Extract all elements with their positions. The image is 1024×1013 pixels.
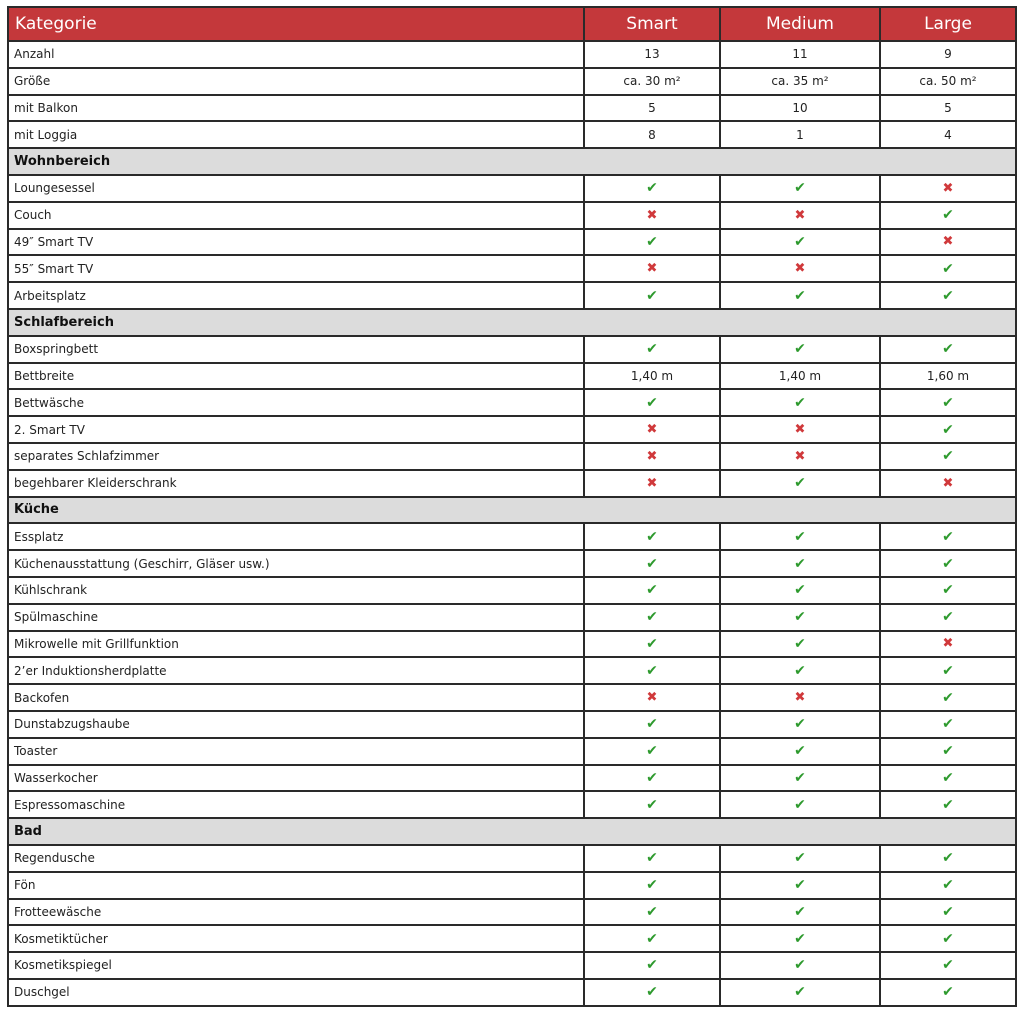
check-icon: ✔ (794, 984, 806, 1001)
row-label: separates Schlafzimmer (8, 443, 584, 470)
table-row (8, 68, 1016, 95)
value-cell: ca. 35 m² (720, 68, 880, 95)
cross-icon: ✖ (646, 261, 658, 277)
check-cell (584, 389, 720, 416)
table-row (8, 389, 1016, 416)
check-cell (880, 979, 1016, 1006)
check-cell (880, 657, 1016, 684)
row-label: 49″ Smart TV (8, 229, 584, 256)
row-label: 55″ Smart TV (8, 255, 584, 282)
check-icon: ✔ (942, 957, 954, 974)
row-label: 2. Smart TV (8, 416, 584, 443)
check-cell (584, 711, 720, 738)
cross-cell (880, 175, 1016, 202)
row-label: Duschgel (8, 979, 584, 1006)
check-icon: ✔ (794, 796, 806, 813)
cross-cell (880, 631, 1016, 658)
check-cell (880, 925, 1016, 952)
row-label: begehbarer Kleiderschrank (8, 470, 584, 497)
table-row (8, 523, 1016, 550)
value-cell: 1,40 m (584, 363, 720, 390)
header-smart: Smart (584, 7, 720, 41)
check-cell (880, 416, 1016, 443)
check-cell (720, 282, 880, 309)
check-cell (880, 845, 1016, 872)
row-label: Mikrowelle mit Grillfunktion (8, 631, 584, 658)
check-cell (880, 577, 1016, 604)
check-cell (720, 872, 880, 899)
check-icon: ✔ (646, 662, 658, 679)
cross-icon: ✖ (942, 475, 954, 491)
check-cell (584, 738, 720, 765)
row-label: Toaster (8, 738, 584, 765)
check-cell (584, 925, 720, 952)
check-icon: ✔ (794, 233, 806, 250)
cross-icon: ✖ (646, 690, 658, 706)
value-cell: 13 (584, 41, 720, 68)
check-cell (720, 979, 880, 1006)
check-cell (584, 175, 720, 202)
cross-icon: ✖ (942, 180, 954, 196)
check-cell (584, 229, 720, 256)
row-label: Espressomaschine (8, 791, 584, 818)
check-icon: ✔ (794, 609, 806, 626)
cross-icon: ✖ (942, 234, 954, 250)
value-cell: 9 (880, 41, 1016, 68)
header-row (8, 7, 1016, 41)
table-row (8, 577, 1016, 604)
section-title: Küche (8, 497, 1016, 524)
table-row (8, 41, 1016, 68)
cross-icon: ✖ (646, 448, 658, 464)
section-title: Bad (8, 818, 1016, 845)
cross-icon: ✖ (942, 636, 954, 652)
table-row (8, 336, 1016, 363)
check-cell (880, 791, 1016, 818)
check-icon: ✔ (942, 260, 954, 277)
check-icon: ✔ (942, 394, 954, 411)
cross-cell (584, 470, 720, 497)
section-title: Schlafbereich (8, 309, 1016, 336)
check-cell (584, 550, 720, 577)
check-icon: ✔ (942, 903, 954, 920)
header-medium: Medium (720, 7, 880, 41)
check-cell (720, 550, 880, 577)
header-large: Large (880, 7, 1016, 41)
check-icon: ✔ (794, 475, 806, 492)
row-label: Kosmetikspiegel (8, 952, 584, 979)
check-cell (880, 443, 1016, 470)
check-cell (720, 523, 880, 550)
table-row (8, 899, 1016, 926)
cross-cell (584, 255, 720, 282)
check-icon: ✔ (646, 555, 658, 572)
cross-cell (720, 416, 880, 443)
cross-icon: ✖ (794, 690, 806, 706)
check-icon: ✔ (646, 287, 658, 304)
row-label: Fön (8, 872, 584, 899)
row-label: Küchenausstattung (Geschirr, Gläser usw.) (8, 550, 584, 577)
check-cell (720, 604, 880, 631)
check-cell (584, 523, 720, 550)
check-cell (880, 765, 1016, 792)
value-cell: 4 (880, 121, 1016, 148)
row-label: Frotteewäsche (8, 899, 584, 926)
row-label: mit Loggia (8, 121, 584, 148)
section-row (8, 309, 1016, 336)
value-cell: ca. 30 m² (584, 68, 720, 95)
check-icon: ✔ (646, 957, 658, 974)
check-icon: ✔ (794, 394, 806, 411)
check-cell (584, 282, 720, 309)
check-icon: ✔ (794, 555, 806, 572)
row-label: Backofen (8, 684, 584, 711)
check-cell (880, 604, 1016, 631)
row-label: Größe (8, 68, 584, 95)
table-row (8, 95, 1016, 122)
check-icon: ✔ (794, 635, 806, 652)
check-icon: ✔ (646, 635, 658, 652)
value-cell: ca. 50 m² (880, 68, 1016, 95)
cross-icon: ✖ (794, 448, 806, 464)
row-label: Couch (8, 202, 584, 229)
check-icon: ✔ (794, 180, 806, 197)
check-cell (584, 765, 720, 792)
check-icon: ✔ (794, 528, 806, 545)
check-icon: ✔ (646, 716, 658, 733)
row-label: Loungesessel (8, 175, 584, 202)
check-icon: ✔ (942, 743, 954, 760)
check-icon: ✔ (942, 207, 954, 224)
cross-icon: ✖ (794, 207, 806, 223)
check-icon: ✔ (942, 582, 954, 599)
table-row (8, 255, 1016, 282)
check-cell (880, 523, 1016, 550)
check-cell (584, 604, 720, 631)
row-label: mit Balkon (8, 95, 584, 122)
table-row (8, 845, 1016, 872)
check-cell (584, 657, 720, 684)
table-row (8, 765, 1016, 792)
cross-cell (720, 443, 880, 470)
cross-cell (880, 229, 1016, 256)
check-cell (584, 899, 720, 926)
table-row (8, 175, 1016, 202)
check-icon: ✔ (794, 930, 806, 947)
check-icon: ✔ (794, 287, 806, 304)
table-row (8, 282, 1016, 309)
check-icon: ✔ (942, 984, 954, 1001)
check-icon: ✔ (646, 930, 658, 947)
check-cell (720, 175, 880, 202)
check-icon: ✔ (942, 448, 954, 465)
table-row (8, 657, 1016, 684)
check-icon: ✔ (646, 609, 658, 626)
table-row (8, 631, 1016, 658)
value-cell: 5 (584, 95, 720, 122)
cross-icon: ✖ (646, 475, 658, 491)
row-label: Anzahl (8, 41, 584, 68)
check-icon: ✔ (942, 528, 954, 545)
row-label: Dunstabzugshaube (8, 711, 584, 738)
check-icon: ✔ (942, 341, 954, 358)
check-cell (720, 738, 880, 765)
check-cell (720, 765, 880, 792)
cross-cell (720, 255, 880, 282)
value-cell: 11 (720, 41, 880, 68)
header-kategorie: Kategorie (8, 7, 584, 41)
row-label: Kühlschrank (8, 577, 584, 604)
cross-cell (880, 470, 1016, 497)
table-row (8, 925, 1016, 952)
check-cell (720, 925, 880, 952)
check-icon: ✔ (942, 662, 954, 679)
table-row (8, 550, 1016, 577)
check-icon: ✔ (794, 743, 806, 760)
check-icon: ✔ (646, 850, 658, 867)
check-icon: ✔ (942, 716, 954, 733)
check-icon: ✔ (646, 984, 658, 1001)
cross-icon: ✖ (794, 422, 806, 438)
check-cell (880, 684, 1016, 711)
check-icon: ✔ (646, 528, 658, 545)
cross-cell (584, 416, 720, 443)
check-icon: ✔ (646, 769, 658, 786)
check-cell (720, 791, 880, 818)
row-label: 2’er Induktionsherdplatte (8, 657, 584, 684)
cross-icon: ✖ (646, 422, 658, 438)
cross-cell (584, 684, 720, 711)
cross-cell (720, 202, 880, 229)
table-row (8, 416, 1016, 443)
value-cell: 1,60 m (880, 363, 1016, 390)
check-icon: ✔ (646, 903, 658, 920)
check-icon: ✔ (646, 341, 658, 358)
value-cell: 8 (584, 121, 720, 148)
check-icon: ✔ (942, 850, 954, 867)
row-label: Spülmaschine (8, 604, 584, 631)
row-label: Regendusche (8, 845, 584, 872)
section-row (8, 818, 1016, 845)
check-icon: ✔ (794, 662, 806, 679)
value-cell: 1 (720, 121, 880, 148)
table-row (8, 791, 1016, 818)
check-cell (880, 899, 1016, 926)
comparison-table (7, 6, 1017, 1007)
check-cell (584, 872, 720, 899)
value-cell: 5 (880, 95, 1016, 122)
check-icon: ✔ (794, 341, 806, 358)
table-row (8, 443, 1016, 470)
check-cell (720, 229, 880, 256)
table-body (8, 41, 1016, 1006)
check-cell (880, 738, 1016, 765)
check-icon: ✔ (646, 877, 658, 894)
table-row (8, 738, 1016, 765)
check-icon: ✔ (646, 180, 658, 197)
cross-cell (584, 202, 720, 229)
check-icon: ✔ (794, 877, 806, 894)
table-row (8, 470, 1016, 497)
check-cell (720, 336, 880, 363)
row-label: Wasserkocher (8, 765, 584, 792)
check-cell (720, 845, 880, 872)
section-row (8, 148, 1016, 175)
check-cell (584, 631, 720, 658)
row-label: Bettwäsche (8, 389, 584, 416)
section-row (8, 497, 1016, 524)
check-cell (584, 577, 720, 604)
section-title: Wohnbereich (8, 148, 1016, 175)
check-cell (720, 657, 880, 684)
check-cell (584, 791, 720, 818)
check-icon: ✔ (646, 796, 658, 813)
table-row (8, 202, 1016, 229)
check-icon: ✔ (942, 287, 954, 304)
table-row (8, 872, 1016, 899)
check-icon: ✔ (942, 689, 954, 706)
check-cell (880, 282, 1016, 309)
table-row (8, 604, 1016, 631)
check-icon: ✔ (794, 716, 806, 733)
check-icon: ✔ (942, 877, 954, 894)
check-cell (584, 952, 720, 979)
cross-icon: ✖ (794, 261, 806, 277)
check-cell (720, 631, 880, 658)
check-cell (880, 550, 1016, 577)
check-icon: ✔ (942, 930, 954, 947)
check-cell (584, 979, 720, 1006)
check-icon: ✔ (794, 582, 806, 599)
check-cell (880, 255, 1016, 282)
table-row (8, 952, 1016, 979)
check-cell (720, 470, 880, 497)
table-row (8, 979, 1016, 1006)
check-icon: ✔ (942, 796, 954, 813)
check-icon: ✔ (794, 957, 806, 974)
check-icon: ✔ (646, 743, 658, 760)
check-cell (880, 336, 1016, 363)
check-cell (720, 577, 880, 604)
row-label: Boxspringbett (8, 336, 584, 363)
check-icon: ✔ (646, 394, 658, 411)
row-label: Essplatz (8, 523, 584, 550)
table-row (8, 121, 1016, 148)
row-label: Arbeitsplatz (8, 282, 584, 309)
check-cell (880, 711, 1016, 738)
check-icon: ✔ (942, 769, 954, 786)
check-cell (880, 872, 1016, 899)
row-label: Kosmetiktücher (8, 925, 584, 952)
check-cell (584, 336, 720, 363)
check-icon: ✔ (942, 609, 954, 626)
table-row (8, 711, 1016, 738)
check-icon: ✔ (942, 421, 954, 438)
check-cell (720, 389, 880, 416)
cross-cell (720, 684, 880, 711)
row-label: Bettbreite (8, 363, 584, 390)
check-icon: ✔ (646, 582, 658, 599)
cross-icon: ✖ (646, 207, 658, 223)
check-icon: ✔ (646, 233, 658, 250)
check-icon: ✔ (942, 555, 954, 572)
check-cell (880, 389, 1016, 416)
table-row (8, 363, 1016, 390)
check-cell (720, 711, 880, 738)
table-row (8, 229, 1016, 256)
check-icon: ✔ (794, 903, 806, 920)
table-row (8, 684, 1016, 711)
check-cell (584, 845, 720, 872)
check-cell (880, 202, 1016, 229)
check-cell (720, 899, 880, 926)
check-icon: ✔ (794, 850, 806, 867)
cross-cell (584, 443, 720, 470)
check-cell (720, 952, 880, 979)
value-cell: 1,40 m (720, 363, 880, 390)
check-cell (880, 952, 1016, 979)
value-cell: 10 (720, 95, 880, 122)
check-icon: ✔ (794, 769, 806, 786)
